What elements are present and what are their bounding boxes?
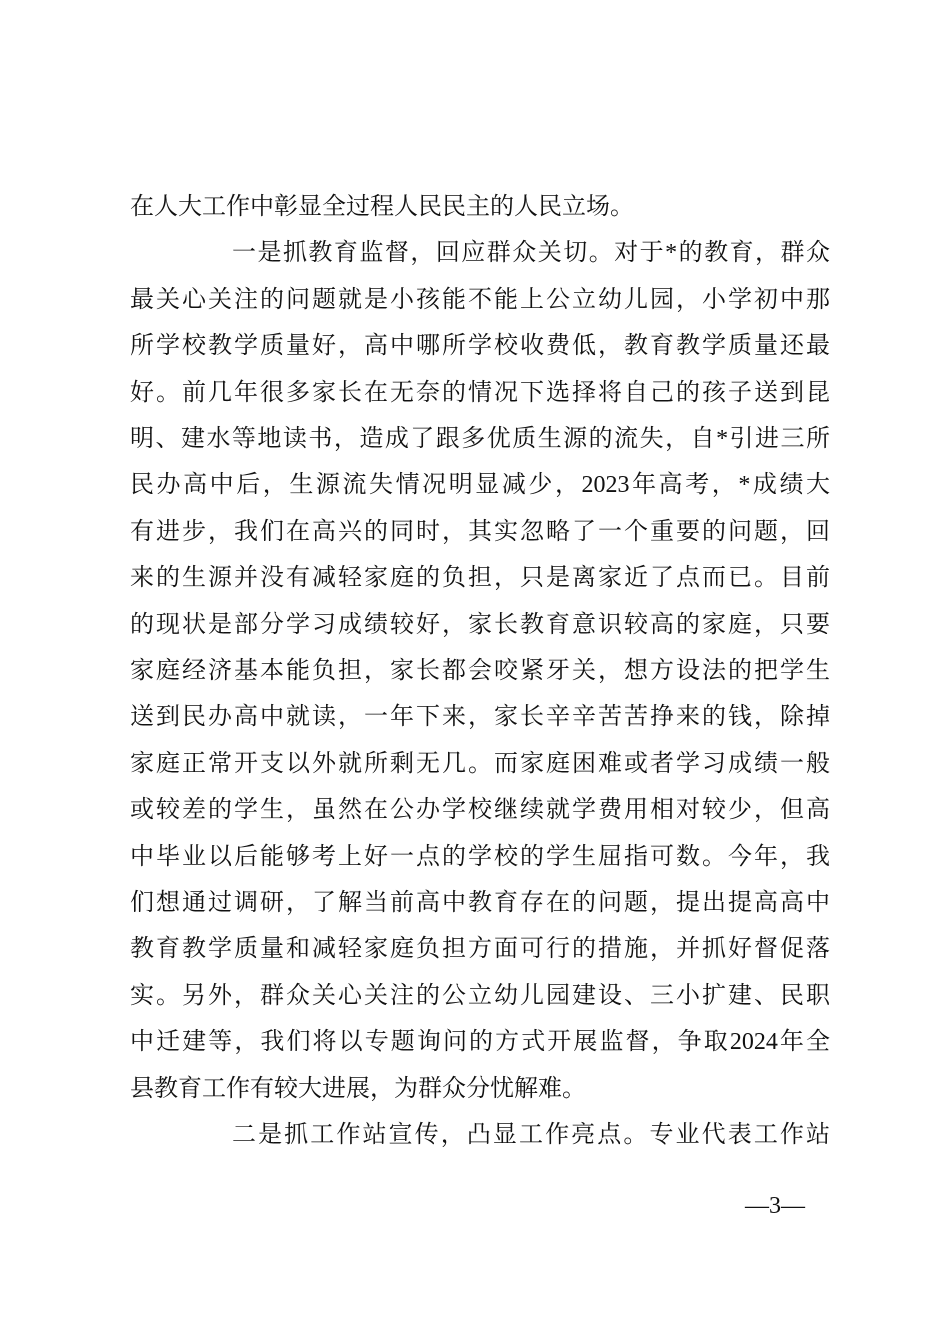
text-line: 有进步，我们在高兴的同时，其实忽略了一个重要的问题，回 bbox=[130, 518, 830, 545]
paragraph-start-line: 二是抓工作站宣传，凸显工作亮点。专业代表工作站 bbox=[232, 1122, 830, 1148]
page-number: —3— bbox=[745, 1193, 805, 1219]
text-line: 所学校教学质量好，高中哪所学校收费低，教育教学质量还最 bbox=[130, 333, 830, 360]
text-line: 县教育工作有较大进展，为群众分忧解难。 bbox=[130, 1075, 586, 1102]
text-line: 民办高中后，生源流失情况明显减少，2023年高考，*成绩大 bbox=[130, 472, 830, 499]
text-line: 好。前几年很多家长在无奈的情况下选择将自己的孩子送到昆 bbox=[130, 379, 830, 406]
text-line: 送到民办高中就读，一年下来，家长辛辛苦苦挣来的钱，除掉 bbox=[130, 704, 830, 731]
text-line: 中毕业以后能够考上好一点的学校的学生屈指可数。今年，我 bbox=[130, 843, 830, 870]
text-line: 来的生源并没有减轻家庭的负担，只是离家近了点而已。目前 bbox=[130, 565, 830, 592]
text-line: 中迁建等，我们将以专题询问的方式开展监督，争取2024年全 bbox=[130, 1029, 830, 1056]
text-line: 家庭经济基本能负担，家长都会咬紧牙关，想方设法的把学生 bbox=[130, 658, 830, 684]
text-line: 或较差的学生，虽然在公办学校继续就学费用相对较少，但高 bbox=[130, 797, 830, 824]
paragraph-start-line: 一是抓教育监督，回应群众关切。对于*的教育，群众 bbox=[232, 240, 830, 267]
text-line: 家庭正常开支以外就所剩无几。而家庭困难或者学习成绩一般 bbox=[130, 750, 830, 777]
text-line: 的现状是部分学习成绩较好，家长教育意识较高的家庭，只要 bbox=[130, 611, 830, 638]
text-line: 教育教学质量和减轻家庭负担方面可行的措施，并抓好督促落 bbox=[130, 936, 830, 963]
text-line: 最关心关注的问题就是小孩能不能上公立幼儿园，小学初中那 bbox=[130, 286, 830, 313]
text-line: 实。另外，群众关心关注的公立幼儿园建设、三小扩建、民职 bbox=[130, 982, 830, 1009]
text-line: 明、建水等地读书，造成了跟多优质生源的流失，自*引进三所 bbox=[130, 426, 830, 452]
text-line: 在人大工作中彰显全过程人民民主的人民立场。 bbox=[130, 194, 634, 220]
text-line: 们想通过调研，了解当前高中教育存在的问题，提出提高高中 bbox=[130, 890, 830, 916]
